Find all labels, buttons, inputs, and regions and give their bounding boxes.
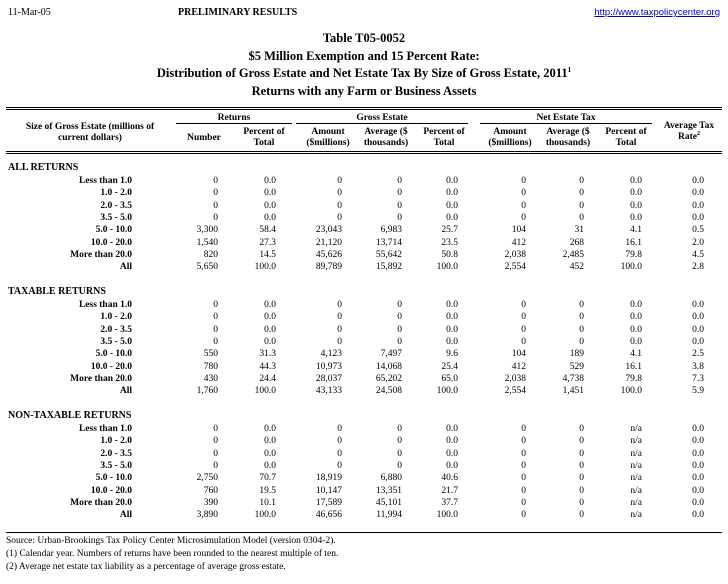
row-label: More than 20.0 xyxy=(70,497,132,508)
table-cell: 0 xyxy=(337,176,342,186)
table-cell: 0.0 xyxy=(692,188,704,199)
table-cell: 17,589 xyxy=(315,497,342,508)
col-header-net-pct: Percent of Total xyxy=(605,127,647,148)
preliminary-label: PRELIMINARY RESULTS xyxy=(178,7,298,18)
table-cell: 58.4 xyxy=(259,225,276,236)
row-label: 2.0 - 3.5 xyxy=(100,448,132,459)
table-cell: n/a xyxy=(630,448,642,459)
table-cell: 0 xyxy=(579,424,584,434)
section-title: ALL RETURNS xyxy=(8,162,79,173)
table-cell: 11,994 xyxy=(376,510,402,521)
table-cell: 6,880 xyxy=(380,473,402,484)
table-cell: 0.0 xyxy=(264,176,276,186)
table-cell: 15,892 xyxy=(375,262,402,273)
title-line-3-text: Distribution of Gross Estate and Net Estate Tax By Size of Gross Estate, 2011 xyxy=(156,66,568,80)
row-label: All xyxy=(119,510,132,521)
table-cell: 0.0 xyxy=(692,312,704,323)
table-cell: n/a xyxy=(630,424,642,434)
footnote-1: (1) Calendar year. Numbers of returns have been rounded to the nearest multiple of ten. xyxy=(6,549,339,559)
col-header-ge-pct: Percent of Total xyxy=(423,127,465,148)
table-cell: 0 xyxy=(397,188,402,199)
table-cell: 21,120 xyxy=(315,237,342,248)
table-cell: 0.0 xyxy=(446,336,458,347)
table-cell: 100.0 xyxy=(254,510,276,521)
table-cell: 0.0 xyxy=(446,212,458,223)
group-header-gross-estate: Gross Estate xyxy=(296,113,468,124)
group-header-returns: Returns xyxy=(176,113,292,124)
col-header-avg-tax-rate xyxy=(658,121,720,143)
table-cell: 0.0 xyxy=(446,460,458,471)
table-cell: 100.0 xyxy=(436,510,458,521)
row-label: 1.0 - 2.0 xyxy=(100,436,132,447)
table-cell: 0.0 xyxy=(630,188,642,199)
table-cell: 0.0 xyxy=(692,448,704,459)
table-cell: 0.0 xyxy=(692,510,704,521)
table-cell: 16.1 xyxy=(625,237,642,248)
table-cell: 0.0 xyxy=(692,485,704,496)
table-cell: 4,123 xyxy=(320,349,342,360)
table-cell: 0 xyxy=(397,448,402,459)
table-cell: 45,101 xyxy=(375,497,402,508)
table-cell: 23.5 xyxy=(441,237,458,248)
table-cell: 65.0 xyxy=(441,373,458,384)
table-cell: 0 xyxy=(579,212,584,223)
table-cell: 24,508 xyxy=(375,386,402,397)
table-cell: 0 xyxy=(579,300,584,310)
table-cell: 0 xyxy=(579,312,584,323)
table-cell: 0 xyxy=(213,424,218,434)
table-cell: 25.4 xyxy=(441,361,458,372)
table-cell: 0 xyxy=(337,436,342,447)
table-cell: 23,043 xyxy=(315,225,342,236)
table-cell: 10.1 xyxy=(259,497,276,508)
row-label: Less than 1.0 xyxy=(78,176,132,186)
table-cell: 100.0 xyxy=(620,386,642,397)
col-header-ge-amount: Amount ($millions) xyxy=(306,127,350,148)
table-cell: 40.6 xyxy=(441,473,458,484)
table-cell: 2.0 xyxy=(692,237,704,248)
table-cell: 3.8 xyxy=(692,361,704,372)
table-cell: 0 xyxy=(521,312,526,323)
table-cell: 0 xyxy=(521,424,526,434)
table-cell: 0.0 xyxy=(264,324,276,335)
table-cell: 104 xyxy=(511,225,526,236)
table-cell: 0.0 xyxy=(630,324,642,335)
table-cell: 529 xyxy=(569,361,584,372)
table-cell: 0 xyxy=(397,336,402,347)
table-cell: 0.0 xyxy=(264,460,276,471)
table-cell: 0.0 xyxy=(446,448,458,459)
table-cell: 0 xyxy=(397,312,402,323)
table-cell: 0 xyxy=(397,324,402,335)
table-cell: 0 xyxy=(579,448,584,459)
table-cell: 0.0 xyxy=(446,200,458,211)
table-bottom-rule xyxy=(6,532,722,533)
table-cell: 100.0 xyxy=(254,262,276,273)
table-cell: 100.0 xyxy=(436,386,458,397)
table-cell: 0 xyxy=(213,324,218,335)
table-cell: 0 xyxy=(337,212,342,223)
table-cell: 0 xyxy=(337,300,342,310)
table-cell: 0 xyxy=(337,460,342,471)
row-label: 3.5 - 5.0 xyxy=(100,460,132,471)
table-id: Table T05-0052 xyxy=(322,31,406,45)
table-cell: 0.0 xyxy=(264,424,276,434)
table-cell: 4.1 xyxy=(630,349,642,360)
table-cell: 4.5 xyxy=(692,249,704,260)
table-cell: 43,133 xyxy=(315,386,342,397)
avg-tax-rate-footnote-mark: 2 xyxy=(697,130,700,137)
table-cell: 0.0 xyxy=(446,300,458,310)
table-cell: 820 xyxy=(203,249,218,260)
table-cell: 0.0 xyxy=(630,300,642,310)
table-cell: 0 xyxy=(521,448,526,459)
footnote-source: Source: Urban-Brookings Tax Policy Center Microsimulation Model (version 0304-2). xyxy=(6,536,336,546)
table-cell: 55,642 xyxy=(375,249,402,260)
row-label: 10.0 - 20.0 xyxy=(90,361,132,372)
title-line-3 xyxy=(0,65,728,83)
table-cell: 0 xyxy=(397,300,402,310)
table-cell: 0.0 xyxy=(630,200,642,211)
table-cell: 28,037 xyxy=(315,373,342,384)
table-cell: 2,750 xyxy=(196,473,218,484)
table-cell: 0.0 xyxy=(264,300,276,310)
title-footnote-mark: 1 xyxy=(567,65,572,74)
title-line-2: $5 Million Exemption and 15 Percent Rate: xyxy=(248,48,480,63)
table-cell: 5,650 xyxy=(196,262,218,273)
table-cell: 65,202 xyxy=(375,373,402,384)
table-cell: 9.6 xyxy=(446,349,458,360)
table-cell: 0 xyxy=(579,510,584,521)
table-cell: 0 xyxy=(521,497,526,508)
table-cell: 0 xyxy=(579,460,584,471)
table-cell: 550 xyxy=(203,349,218,360)
table-cell: 0 xyxy=(213,300,218,310)
table-cell: 0 xyxy=(397,200,402,211)
table-cell: 1,451 xyxy=(562,386,584,397)
table-cell: 0 xyxy=(579,176,584,186)
table-cell: n/a xyxy=(630,460,642,471)
table-cell: 24.4 xyxy=(259,373,276,384)
table-cell: 0 xyxy=(521,460,526,471)
table-cell: 0 xyxy=(397,176,402,186)
table-cell: 0 xyxy=(397,436,402,447)
table-cell: 0 xyxy=(397,424,402,434)
table-cell: 2,554 xyxy=(504,386,526,397)
row-label: 5.0 - 10.0 xyxy=(95,349,132,360)
table-cell: 0.0 xyxy=(692,176,704,186)
footnote-2: (2) Average net estate tax liability as a percentage of average gross estate. xyxy=(6,562,286,572)
table-cell: 13,714 xyxy=(375,237,402,248)
table-cell: 0.0 xyxy=(692,424,704,434)
table-cell: 0 xyxy=(521,510,526,521)
table-cell: 2,038 xyxy=(504,373,526,384)
table-cell: 2,038 xyxy=(504,249,526,260)
table-cell: 0 xyxy=(213,436,218,447)
table-cell: 0.0 xyxy=(264,212,276,223)
table-cell: n/a xyxy=(630,510,642,521)
table-cell: 390 xyxy=(203,497,218,508)
table-cell: 0.0 xyxy=(264,436,276,447)
table-cell: 0 xyxy=(337,336,342,347)
table-cell: 31.3 xyxy=(259,349,276,360)
report-date: 11-Mar-05 xyxy=(8,7,51,18)
table-cell: n/a xyxy=(630,497,642,508)
table-cell: 452 xyxy=(569,262,584,273)
table-cell: 2.8 xyxy=(692,262,704,273)
table-cell: 2,554 xyxy=(504,262,526,273)
table-cell: 44.3 xyxy=(259,361,276,372)
table-cell: 0 xyxy=(337,448,342,459)
table-cell: 4,738 xyxy=(562,373,584,384)
row-label: 1.0 - 2.0 xyxy=(100,188,132,199)
table-cell: 1,540 xyxy=(196,237,218,248)
section-title: TAXABLE RETURNS xyxy=(8,286,106,297)
source-link[interactable]: http://www.taxpolicycenter.org xyxy=(594,7,720,18)
table-cell: n/a xyxy=(630,473,642,484)
table-cell: 45,626 xyxy=(315,249,342,260)
table-cell: 0 xyxy=(521,485,526,496)
table-cell: 0 xyxy=(213,336,218,347)
row-label: 1.0 - 2.0 xyxy=(100,312,132,323)
row-label: 2.0 - 3.5 xyxy=(100,324,132,335)
table-cell: 0.0 xyxy=(630,176,642,186)
table-cell: 79.8 xyxy=(625,373,642,384)
table-cell: 0 xyxy=(213,200,218,211)
table-cell: 0.0 xyxy=(692,336,704,347)
table-cell: 189 xyxy=(569,349,584,360)
table-cell: 0.0 xyxy=(692,473,704,484)
avg-tax-rate-label: Average Tax Rate xyxy=(663,121,715,142)
table-cell: n/a xyxy=(630,436,642,447)
table-cell: 0 xyxy=(579,188,584,199)
table-cell: 0 xyxy=(337,324,342,335)
table-cell: 7.3 xyxy=(692,373,704,384)
table-cell: 100.0 xyxy=(254,386,276,397)
col-header-ge-average: Average ($ thousands) xyxy=(363,127,409,148)
table-cell: 780 xyxy=(203,361,218,372)
row-label: 3.5 - 5.0 xyxy=(100,336,132,347)
table-cell: 0.0 xyxy=(630,212,642,223)
table-cell: 0 xyxy=(521,176,526,186)
table-cell: 0 xyxy=(397,212,402,223)
table-cell: 2.5 xyxy=(692,349,704,360)
row-label: Less than 1.0 xyxy=(78,424,132,434)
table-cell: 0 xyxy=(213,460,218,471)
table-cell: 0 xyxy=(213,212,218,223)
table-cell: 0.0 xyxy=(264,200,276,211)
table-cell: 0.0 xyxy=(692,460,704,471)
table-cell: 0.0 xyxy=(692,200,704,211)
table-cell: 19.5 xyxy=(259,485,276,496)
table-cell: 0 xyxy=(337,424,342,434)
table-cell: 0 xyxy=(213,188,218,199)
table-cell: 0 xyxy=(521,188,526,199)
table-titles xyxy=(0,30,728,100)
row-label: 5.0 - 10.0 xyxy=(95,473,132,484)
table-cell: 0.0 xyxy=(692,497,704,508)
table-cell: 0 xyxy=(579,336,584,347)
section-title: NON-TAXABLE RETURNS xyxy=(8,410,132,421)
table-cell: 0 xyxy=(397,460,402,471)
table-cell: 16.1 xyxy=(625,361,642,372)
table-cell: 3,300 xyxy=(196,225,218,236)
table-cell: 7,497 xyxy=(380,349,402,360)
table-cell: 0.0 xyxy=(446,312,458,323)
row-label: 10.0 - 20.0 xyxy=(90,485,132,496)
table-cell: 27.3 xyxy=(259,237,276,248)
table-cell: 0 xyxy=(521,336,526,347)
table-cell: 13,351 xyxy=(375,485,402,496)
table-cell: 0.0 xyxy=(692,212,704,223)
table-cell: 18,919 xyxy=(315,473,342,484)
row-label: 3.5 - 5.0 xyxy=(100,212,132,223)
group-header-net-estate-tax: Net Estate Tax xyxy=(480,113,652,124)
table-cell: 0 xyxy=(213,448,218,459)
table-cell: 3,890 xyxy=(196,510,218,521)
table-cell: 0.0 xyxy=(630,312,642,323)
footnotes xyxy=(6,535,338,574)
table-cell: 0 xyxy=(213,312,218,323)
table-cell: 100.0 xyxy=(620,262,642,273)
table-cell: 412 xyxy=(511,361,526,372)
table-cell: n/a xyxy=(630,485,642,496)
table-cell: 0.0 xyxy=(446,424,458,434)
table-cell: 0.0 xyxy=(692,300,704,310)
table-cell: 0 xyxy=(521,324,526,335)
table-cell: 1,760 xyxy=(196,386,218,397)
table-cell: 0.0 xyxy=(692,436,704,447)
col-header-net-amount: Amount ($millions) xyxy=(488,127,532,148)
table-cell: 0 xyxy=(337,312,342,323)
table-cell: 14,068 xyxy=(375,361,402,372)
table-cell: 5.9 xyxy=(692,386,704,397)
table-cell: 0 xyxy=(337,188,342,199)
table-cell: 0 xyxy=(579,497,584,508)
table-cell: 0 xyxy=(579,436,584,447)
table-cell: 0.0 xyxy=(446,176,458,186)
header-bottom-rule xyxy=(6,151,722,154)
table-cell: 0 xyxy=(579,324,584,335)
row-label: 10.0 - 20.0 xyxy=(90,237,132,248)
table-cell: 0 xyxy=(579,473,584,484)
row-label: 5.0 - 10.0 xyxy=(95,225,132,236)
table-cell: 25.7 xyxy=(441,225,458,236)
col-header-size: Size of Gross Estate (millions of current dollars) xyxy=(25,122,155,143)
table-cell: 760 xyxy=(203,485,218,496)
table-cell: 4.1 xyxy=(630,225,642,236)
row-label: All xyxy=(119,262,132,273)
row-label: 2.0 - 3.5 xyxy=(100,200,132,211)
table-cell: 10,147 xyxy=(315,485,342,496)
table-cell: 0 xyxy=(579,485,584,496)
table-cell: 10,973 xyxy=(315,361,342,372)
table-cell: 430 xyxy=(203,373,218,384)
table-cell: 0 xyxy=(521,200,526,211)
title-line-4: Returns with any Farm or Business Assets xyxy=(251,83,477,98)
table-cell: 104 xyxy=(511,349,526,360)
table-cell: 0 xyxy=(521,300,526,310)
table-cell: 0 xyxy=(337,200,342,211)
table-cell: 0.0 xyxy=(446,188,458,199)
table-cell: 79.8 xyxy=(625,249,642,260)
table-cell: 0.0 xyxy=(446,324,458,335)
table-cell: 14.5 xyxy=(259,249,276,260)
table-cell: 268 xyxy=(569,237,584,248)
table-cell: 0.0 xyxy=(264,448,276,459)
table-cell: 0 xyxy=(579,200,584,211)
table-cell: 70.7 xyxy=(259,473,276,484)
row-label: More than 20.0 xyxy=(70,373,132,384)
table-cell: 0 xyxy=(213,176,218,186)
header-top-rule xyxy=(6,107,722,110)
table-cell: 100.0 xyxy=(436,262,458,273)
row-label: More than 20.0 xyxy=(70,249,132,260)
table-cell: 2,485 xyxy=(562,249,584,260)
col-header-net-average: Average ($ thousands) xyxy=(545,127,591,148)
col-header-returns-pct: Percent of Total xyxy=(243,127,285,148)
table-cell: 0.0 xyxy=(264,312,276,323)
table-cell: 37.7 xyxy=(441,497,458,508)
table-cell: 46,656 xyxy=(315,510,342,521)
table-cell: 412 xyxy=(511,237,526,248)
row-label: Less than 1.0 xyxy=(78,300,132,310)
table-cell: 0.0 xyxy=(692,324,704,335)
table-cell: 0.0 xyxy=(630,336,642,347)
table-cell: 6,983 xyxy=(380,225,402,236)
table-cell: 0.0 xyxy=(446,436,458,447)
col-header-returns-number: Number xyxy=(187,133,221,143)
row-label: All xyxy=(119,386,132,397)
table-cell: 21.7 xyxy=(441,485,458,496)
table-cell: 50.8 xyxy=(441,249,458,260)
table-cell: 89,789 xyxy=(315,262,342,273)
table-cell: 0 xyxy=(521,473,526,484)
table-cell: 0.0 xyxy=(264,188,276,199)
table-cell: 0.0 xyxy=(264,336,276,347)
table-cell: 0.5 xyxy=(692,225,704,236)
table-cell: 0 xyxy=(521,212,526,223)
table-cell: 0 xyxy=(521,436,526,447)
table-cell: 31 xyxy=(574,225,584,236)
